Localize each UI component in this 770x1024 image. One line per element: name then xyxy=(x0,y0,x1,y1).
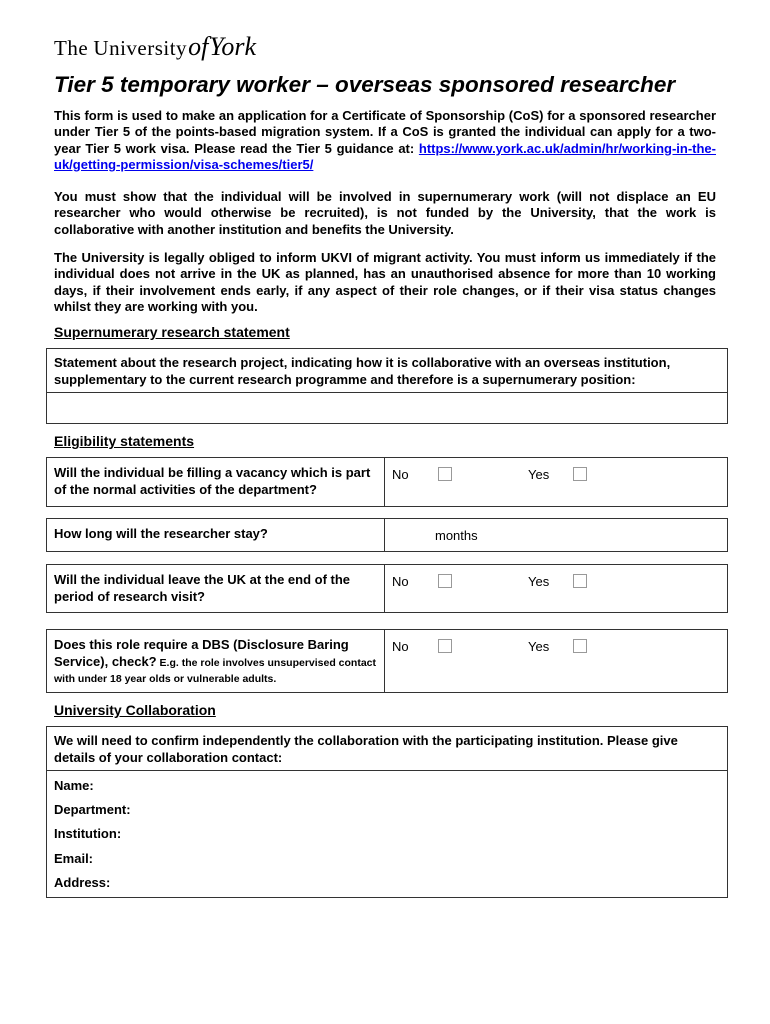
supernumerary-statement-box xyxy=(46,348,728,424)
intro-text: This form is used to make an application for a Certificate of Sponsorship (CoS) for a sponsored researcher under Tier 5 of the points-based migration system. If a CoS is granted the individual can apply for a two-year Tier 5 work visa. Please read the Tier 5 guidance at: xyxy=(54,108,716,156)
vacancy-no-checkbox[interactable] xyxy=(438,467,452,481)
contact-email-label: Email: xyxy=(54,851,94,866)
option-yes-label: Yes xyxy=(528,574,550,589)
option-no-label: No xyxy=(392,639,409,654)
ukvi-paragraph: The University is legally obliged to inform UKVI of migrant activity. You must inform us immediately if the individual does not arrive in the UK as planned, has an unauthorised absence for more than 10 working days, if their involvement ends early, if any aspect of their role changes, or if their visa status changes whilst they are working with you. xyxy=(54,250,716,314)
question-vacancy: Will the individual be filling a vacancy which is part of the normal activities of the department? xyxy=(47,458,385,506)
logo-the: The xyxy=(54,36,89,60)
logo-of: of xyxy=(188,32,209,61)
university-logo xyxy=(54,32,256,62)
supernumerary-paragraph: You must show that the individual will be involved in supernumerary work (will not displace an EU researcher who would otherwise be recruited), is not funded by the University, that the work is collaborative with another institution and benefits the University. xyxy=(54,189,716,237)
question-duration: How long will the researcher stay? xyxy=(47,519,385,551)
duration-months-field[interactable]: months xyxy=(435,528,478,543)
collaboration-prompt: We will need to confirm independently the collaboration with the participating institution. Please give details of your collaboration contact: xyxy=(47,727,727,771)
dbs-no-checkbox[interactable] xyxy=(438,639,452,653)
question-dbs xyxy=(47,630,385,692)
collaboration-box xyxy=(46,726,728,898)
eligibility-row-leave-uk xyxy=(46,564,728,613)
logo-university: University xyxy=(93,36,188,60)
eligibility-row-vacancy xyxy=(46,457,728,507)
page-title: Tier 5 temporary worker – overseas sponsored researcher xyxy=(54,72,676,97)
dbs-yes-checkbox[interactable] xyxy=(573,639,587,653)
vacancy-yes-checkbox[interactable] xyxy=(573,467,587,481)
option-yes-label: Yes xyxy=(528,467,550,482)
dbs-question-text: Does this role require a DBS (Disclosure Baring Service), check? xyxy=(54,637,349,669)
dbs-note: E.g. the role involves unsupervised contact with under 18 year olds or vulnerable adults. xyxy=(54,656,377,685)
supernumerary-prompt: Statement about the research project, indicating how it is collaborative with an overseas institution, supplementary to the current research programme and therefore is a supernumerary position: xyxy=(47,349,727,393)
supernumerary-heading: Supernumerary research statement xyxy=(54,324,290,340)
supernumerary-answer-field[interactable] xyxy=(47,393,727,423)
contact-name-label: Name: xyxy=(54,778,94,793)
leave-uk-yes-checkbox[interactable] xyxy=(573,574,587,588)
contact-address-label: Address: xyxy=(54,875,111,890)
intro-paragraph xyxy=(54,108,716,173)
logo-york: York xyxy=(209,32,257,61)
contact-department-label: Department: xyxy=(54,802,131,817)
collaboration-heading: University Collaboration xyxy=(54,702,216,718)
option-no-label: No xyxy=(392,574,409,589)
tier5-guidance-link[interactable]: https://www.york.ac.uk/admin/hr/working-in-the-uk/getting-permission/visa-schemes/tier5/ xyxy=(54,140,716,172)
option-no-label: No xyxy=(392,467,409,482)
eligibility-heading: Eligibility statements xyxy=(54,433,195,449)
question-leave-uk: Will the individual leave the UK at the end of the period of research visit? xyxy=(47,565,385,612)
eligibility-row-dbs xyxy=(46,629,728,693)
eligibility-row-duration xyxy=(46,518,728,552)
leave-uk-no-checkbox[interactable] xyxy=(438,574,452,588)
contact-institution-label: Institution: xyxy=(54,826,122,841)
option-yes-label: Yes xyxy=(528,639,550,654)
